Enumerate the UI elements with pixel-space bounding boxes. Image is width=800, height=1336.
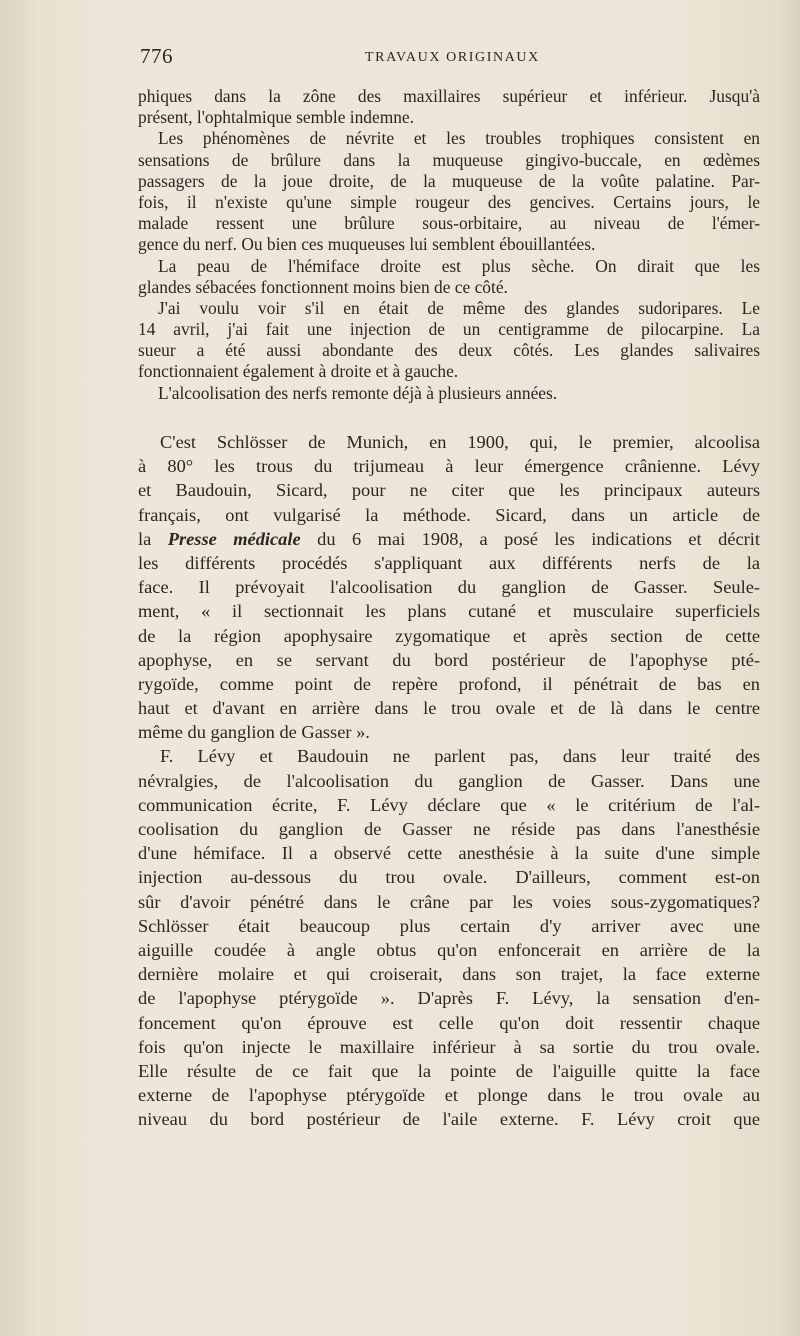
text-line: Elle résulte de ce fait que la pointe de l'aiguille quitte la face [138,1060,760,1081]
text-line: C'est Schlösser de Munich, en 1900, qui, le premier, alcoolisa [160,432,760,452]
text-segment: du 6 mai 1908, a posé les indications et décrit [300,528,760,549]
text-line: phiques dans la zône des maxillaires supérieur et inférieur. Jusqu'à [138,86,760,106]
text-line: français, ont vulgarisé la méthode. Sicard, dans un article de [138,504,760,525]
body-text-section-2 [138,430,760,1131]
text-line: névralgies, de l'alcoolisation du ganglion de Gasser. Dans une [138,770,760,791]
text-line: haut et d'avant en arrière dans le trou ovale et de là dans le centre [138,698,760,719]
text-line: face. Il prévoyait l'alcoolisation du ganglion de Gasser. Seule- [138,577,760,598]
text-line: ment, « il sectionnait les plans cutané et musculaire superficiels [138,601,760,622]
text-line: de la région apophysaire zygomatique et après section de cette [138,625,760,646]
text-line: coolisation du ganglion de Gasser ne réside pas dans l'anesthésie [138,819,760,839]
text-line: dernière molaire et qui croiserait, dans son trajet, la face externe [138,964,760,985]
text-line: sueur a été aussi abondante des deux côtés. Les glandes salivaires [138,340,760,361]
text-line: La peau de l'hémiface droite est plus sèche. On dirait que les [158,255,760,276]
text-line: malade ressent une brûlure sous-orbitaire, au niveau de l'émer- [138,213,760,234]
text-line: de l'apophyse ptérygoïde ». D'après F. Lévy, la sensation d'en- [138,988,760,1009]
journal-title-emphasis: Presse médicale [167,528,301,549]
text-line: glandes sébacées fonctionnent moins bien de ce côté. [138,276,508,297]
text-line: injection au-dessous du trou ovale. D'ailleurs, comment est-on [138,867,760,888]
text-line: présent, l'ophtalmique semble indemne. [138,107,414,128]
text-line: apophyse, en se servant du bord postérieur de l'apophyse pté- [138,649,760,670]
text-line: J'ai voulu voir s'il en était de même des glandes sudoripares. Le [158,297,760,318]
text-line: externe de l'apophyse ptérygoïde et plonge dans le trou ovale au [138,1085,760,1106]
text-line: rygoïde, comme point de repère profond, il pénétrait de bas en [138,673,760,694]
text-line: Les phénomènes de névrite et les troubles trophiques consistent en [158,128,760,149]
text-segment: la [138,528,168,549]
text-line: à 80° les trous du trijumeau à leur émergence crânienne. Lévy [138,456,760,477]
text-line: niveau du bord postérieur de l'aile externe. F. Lévy croit que [138,1109,760,1130]
text-line: L'alcoolisation des nerfs remonte déjà à plusieurs années. [158,382,558,403]
text-line: d'une hémiface. Il a observé cette anesthésie à la suite d'une simple [138,843,760,864]
text-line: 14 avril, j'ai fait une injection de un centigramme de pilocarpine. La [138,319,760,340]
text-line: et Baudouin, Sicard, pour ne citer que les principaux auteurs [138,480,760,501]
text-line: les différents procédés s'appliquant aux différents nerfs de la [138,552,760,573]
text-line [138,527,760,551]
running-title: TRAVAUX ORIGINAUX [365,50,540,65]
text-line: gence du nerf. Ou bien ces muqueuses lui semblent ébouillantées. [138,234,596,255]
page-header [140,44,760,74]
text-line: même du ganglion de Gasser ». [138,722,370,743]
page-number: 776 [140,44,173,68]
text-line: sensations de brûlure dans la muqueuse gingivo-buccale, en œdèmes [138,149,760,170]
text-line: Schlösser était beaucoup plus certain d'y arriver avec une [138,915,760,936]
text-line: fonctionnaient également à droite et à gauche. [138,361,459,382]
text-line: fois, il n'existe qu'une simple rougeur des gencives. Certains jours, le [138,191,760,212]
text-line: aiguille coudée à angle obtus qu'on enfoncerait en arrière de la [138,939,760,960]
text-line: communication écrite, F. Lévy déclare que « le critérium de l'al- [138,794,760,815]
text-line: fois qu'on injecte le maxillaire inférieur à sa sortie du trou ovale. [138,1036,760,1057]
text-line: sûr d'avoir pénétré dans le crâne par les voies sous-zygomatiques? [138,891,760,912]
body-text-section-1 [138,86,760,404]
text-line: passagers de la joue droite, de la muqueuse de la voûte palatine. Par- [138,170,760,191]
text-line: foncement qu'on éprouve est celle qu'on doit ressentir chaque [138,1012,760,1033]
text-line: F. Lévy et Baudouin ne parlent pas, dans leur traité des [160,746,760,767]
